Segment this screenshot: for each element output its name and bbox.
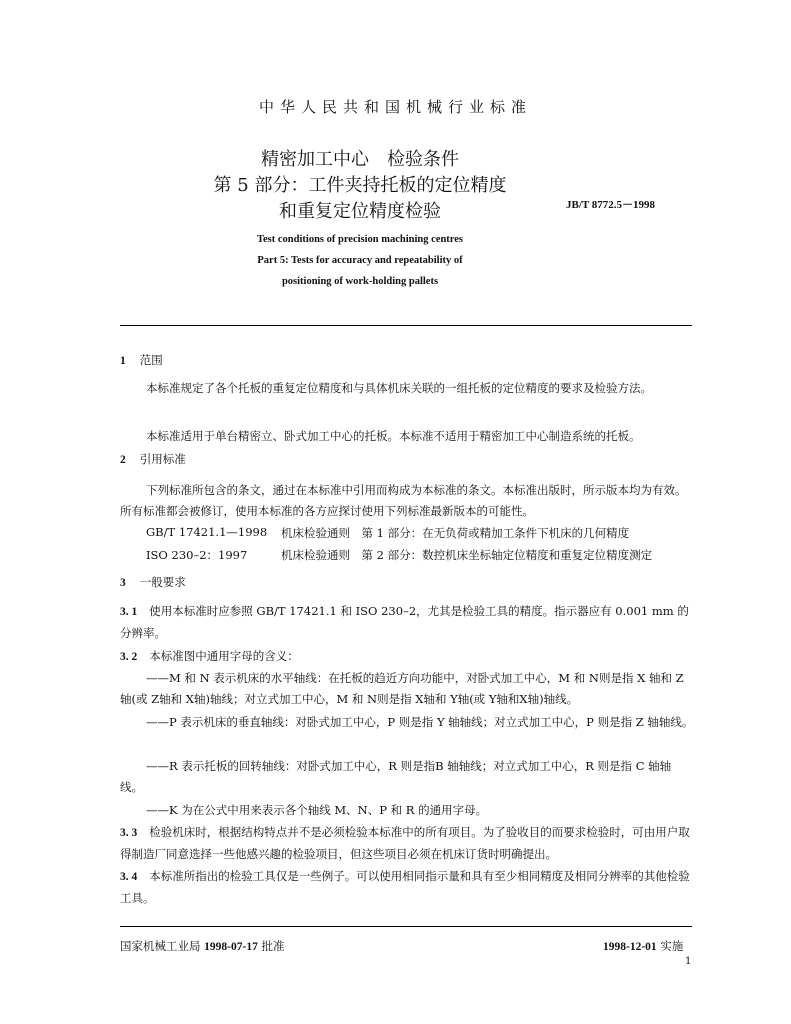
- effective-date: 1998-12-01: [603, 941, 657, 953]
- section-1-heading: [120, 352, 163, 368]
- section-3-number: 3: [120, 577, 126, 589]
- clause-3-4-number: 3. 4: [120, 871, 138, 883]
- clause-3-2-item-k: ——K 为在公式中用来表示各个轴线 M、N、P 和 R 的通用字母。: [146, 803, 488, 817]
- issuer: 国家机械工业局: [120, 939, 201, 953]
- clause-3-2-item-p: ——P 表示机床的垂直轴线：对卧式加工中心，P 则是指 Y 轴轴线；对立式加工中心，P 则是指 Z 轴轴线。: [146, 715, 694, 729]
- section-3-heading: [120, 574, 186, 590]
- section-1-number: 1: [120, 355, 126, 367]
- reference-title: 机床检验通则 第 2 部分：数控机床坐标轴定位精度和重复定位精度测定: [281, 548, 653, 562]
- section-2-title: 引用标准: [139, 452, 186, 466]
- standard-type-header: 中华人民共和国机械行业标准: [258, 98, 532, 116]
- clause-3-1-number: 3. 1: [120, 606, 138, 618]
- clause-3-3-text: 检验机床时，根据结构特点并不是必须检验本标准中的所有项目。为了验收目的而要求检验时，可由用户取得制造厂同意选择一些他感兴趣的检验项目，但这些项目必须在机床订货时明确提出。: [120, 825, 690, 861]
- reference-title: 机床检验通则 第 1 部分：在无负荷或精加工条件下机床的几何精度: [281, 526, 630, 540]
- title-en-line-3: positioning of work-holding pallets: [281, 276, 439, 287]
- reference-code: ISO 230–2：1997: [146, 548, 248, 562]
- approval-word: 批准: [261, 939, 285, 953]
- title-en-line-2: Part 5: Tests for accuracy and repeatability of: [257, 255, 463, 266]
- section-2-paragraph: 下列标准所包含的条文，通过在本标准中引用而构成为本标准的条文。本标准出版时，所示版本均为有效。所有标准都会被修订，使用本标准的各方应探讨使用下列标准最新版本的可能性。: [120, 483, 687, 518]
- title-cn-line-1: 精密加工中心 检验条件: [261, 149, 459, 170]
- clause-3-1-text: 使用本标准时应参照 GB/T 17421.1 和 ISO 230–2，尤其是检验工具的精度。指示器应有 0.001 mm 的分辨率。: [120, 604, 689, 640]
- approval-date: 1998-07-17: [204, 941, 258, 953]
- clause-3-2-item-m-n: ——M 和 N 表示机床的水平轴线：在托板的趋近方向功能中，对卧式加工中心，M 和 N则是指 X 轴和 Z轴(或 Z轴和 X轴)轴线；对立式加工中心，M 和 N则是指 X轴和 Y轴(或 Y轴和X轴)轴线。: [120, 671, 684, 706]
- clause-3-4-text: 本标准所指出的检验工具仅是一些例子。可以使用相同指示量和具有至少相同精度及相同分辨率的其他检验工具。: [120, 869, 690, 905]
- footer-divider: [120, 926, 692, 927]
- clause-3-2: [120, 646, 694, 668]
- standard-code: JB/T 8772.5－1998: [566, 199, 656, 211]
- clause-3-2-text: 本标准图中通用字母的含义：: [149, 649, 299, 663]
- title-cn-line-2: 第 5 部分：工件夹持托板的定位精度: [213, 175, 507, 196]
- clause-3-2-item-r: ——R 表示托板的回转轴线：对卧式加工中心，R 则是指B 轴轴线；对立式加工中心，R 则是指 C 轴轴线。: [120, 759, 672, 794]
- clause-3-4: [120, 866, 694, 909]
- section-3-title: 一般要求: [139, 575, 186, 589]
- section-2-heading: [120, 451, 186, 467]
- section-1-paragraph-2: 本标准适用于单台精密立、卧式加工中心的托板。本标准不适用于精密加工中心制造系统的托板。: [146, 429, 641, 443]
- section-2-number: 2: [120, 454, 126, 466]
- clause-3-3: [120, 822, 694, 865]
- title-cn-line-3: 和重复定位精度检验: [279, 201, 441, 222]
- section-1-title: 范围: [139, 353, 163, 367]
- clause-3-3-number: 3. 3: [120, 827, 138, 839]
- section-1-paragraph-1: 本标准规定了各个托板的重复定位精度和与具体机床关联的一组托板的定位精度的要求及检验方法。: [146, 381, 652, 395]
- clause-3-2-number: 3. 2: [120, 651, 138, 663]
- header-divider: [120, 325, 692, 326]
- reference-code: GB/T 17421.1—1998: [146, 525, 268, 539]
- effective-line: [603, 938, 683, 954]
- approval-line: [120, 938, 284, 954]
- title-en-line-1: Test conditions of precision machining centres: [256, 234, 464, 245]
- page-number: 1: [685, 956, 692, 967]
- clause-3-1: [120, 601, 694, 644]
- effective-word: 实施: [660, 939, 684, 953]
